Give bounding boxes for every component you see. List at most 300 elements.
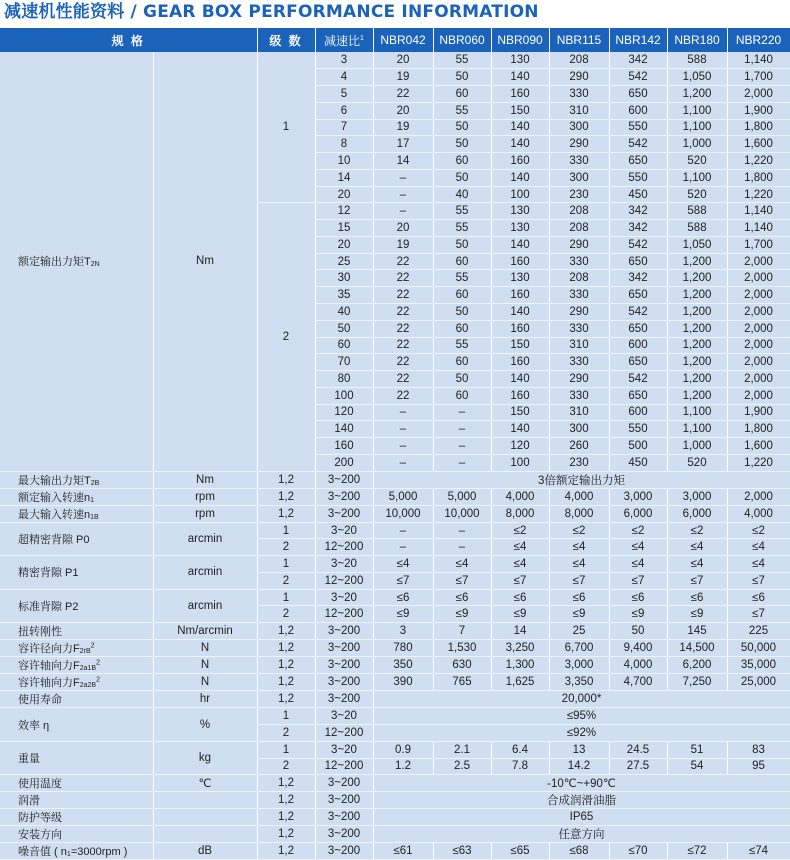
value-cell: 225	[727, 623, 790, 640]
merged-value-cell: ≤95%	[373, 708, 790, 725]
value-cell: 290	[549, 69, 609, 86]
value-cell: 208	[549, 220, 609, 237]
value-cell: 330	[549, 320, 609, 337]
stage-cell: 1,2	[257, 843, 315, 860]
value-cell: ≤4	[549, 556, 609, 573]
stage-cell: 1	[257, 708, 315, 725]
merged-value-cell: -10℃~+90℃	[373, 775, 790, 792]
ratio-cell: 100	[315, 387, 373, 404]
value-cell: 208	[549, 52, 609, 69]
stiffness-label: 扭转刚性	[0, 623, 153, 640]
unit-cell: N	[153, 674, 257, 691]
value-cell: ≤6	[549, 589, 609, 606]
value-cell: 2,000	[727, 86, 790, 103]
value-cell: ≤68	[549, 843, 609, 860]
value-cell: ≤7	[727, 572, 790, 589]
value-cell: 1,100	[667, 421, 727, 438]
efficiency-label: 效率 η	[0, 708, 153, 742]
ratio-cell: 4	[315, 69, 373, 86]
ratio-cell: 12~200	[315, 758, 373, 775]
value-cell: 1,140	[727, 220, 790, 237]
value-cell: 95	[727, 758, 790, 775]
header-model: NBR180	[667, 28, 727, 52]
value-cell: 50,000	[727, 640, 790, 657]
ratio-cell: 3~20	[315, 556, 373, 573]
value-cell: –	[433, 454, 491, 471]
value-cell: –	[373, 438, 433, 455]
temperature-label: 使用温度	[0, 775, 153, 792]
value-cell: 1,700	[727, 69, 790, 86]
torque-label: 额定输出力矩$T_{2N}$	[0, 52, 153, 471]
value-cell: 2,000	[727, 337, 790, 354]
value-cell: 140	[491, 69, 549, 86]
mounting-label: 安装方向	[0, 826, 153, 843]
value-cell: 650	[609, 86, 667, 103]
ratio-cell: 50	[315, 320, 373, 337]
stage-cell: 2	[257, 758, 315, 775]
value-cell: 1,140	[727, 52, 790, 69]
value-cell: ≤9	[491, 606, 549, 623]
value-cell: 230	[549, 186, 609, 203]
stage-cell: 1,2	[257, 792, 315, 809]
ratio-cell: 3	[315, 52, 373, 69]
value-cell: 542	[609, 371, 667, 388]
stage-cell: 1,2	[257, 488, 315, 505]
ratio-cell: 160	[315, 438, 373, 455]
value-cell: 2,000	[727, 371, 790, 388]
value-cell: ≤65	[491, 843, 549, 860]
backlash-p1-label: 精密背隙 P1	[0, 556, 153, 590]
value-cell: 1,050	[667, 69, 727, 86]
backlash-row	[0, 589, 790, 606]
value-cell: 83	[727, 741, 790, 758]
value-cell: 150	[491, 404, 549, 421]
ratio-cell: 8	[315, 136, 373, 153]
value-cell: 550	[609, 169, 667, 186]
value-cell: 22	[373, 287, 433, 304]
value-cell: 40	[433, 186, 491, 203]
value-cell: 1,200	[667, 337, 727, 354]
ratio-cell: 12~200	[315, 572, 373, 589]
value-cell: 650	[609, 320, 667, 337]
value-cell: 60	[433, 387, 491, 404]
value-cell: 1,050	[667, 236, 727, 253]
value-cell: 160	[491, 354, 549, 371]
value-cell: 3,000	[609, 488, 667, 505]
stage-cell: 2	[257, 606, 315, 623]
value-cell: 60	[433, 253, 491, 270]
value-cell: –	[373, 203, 433, 220]
value-cell: 14	[373, 153, 433, 170]
value-cell: 50	[609, 623, 667, 640]
value-cell: 1,800	[727, 169, 790, 186]
backlash-row	[0, 522, 790, 539]
value-cell: ≤4	[727, 556, 790, 573]
value-cell: 1,000	[667, 438, 727, 455]
value-cell: 140	[491, 236, 549, 253]
value-cell: 1,100	[667, 119, 727, 136]
ratio-cell: 3~200	[315, 792, 373, 809]
value-cell: ≤4	[609, 556, 667, 573]
ratio-cell: 3~20	[315, 522, 373, 539]
value-cell: 300	[549, 119, 609, 136]
ratio-cell: 3~200	[315, 674, 373, 691]
value-cell: 5,000	[433, 488, 491, 505]
ratio-cell: 3~200	[315, 657, 373, 674]
value-cell: 290	[549, 371, 609, 388]
value-cell: ≤9	[549, 606, 609, 623]
torque-unit: Nm	[153, 52, 257, 471]
rated-speed-row	[0, 488, 790, 505]
value-cell: 542	[609, 303, 667, 320]
value-cell: 1,300	[491, 657, 549, 674]
value-cell: –	[373, 522, 433, 539]
value-cell: 0.9	[373, 741, 433, 758]
stage-cell: 1,2	[257, 674, 315, 691]
value-cell: 60	[433, 320, 491, 337]
stage-cell: 1,2	[257, 657, 315, 674]
value-cell: 550	[609, 119, 667, 136]
value-cell: 780	[373, 640, 433, 657]
value-cell: 1,900	[727, 102, 790, 119]
ratio-cell: 6	[315, 102, 373, 119]
value-cell: 1,800	[727, 421, 790, 438]
value-cell: 1,200	[667, 253, 727, 270]
value-cell: ≤6	[667, 589, 727, 606]
value-cell: ≤7	[433, 572, 491, 589]
value-cell: 330	[549, 253, 609, 270]
force-row	[0, 657, 790, 674]
value-cell: 130	[491, 270, 549, 287]
value-cell: 120	[491, 438, 549, 455]
noise-label: 噪音值 ( $n_1=3000rpm$ )	[0, 843, 153, 860]
stage-cell: 1	[257, 52, 315, 203]
value-cell: 6,700	[549, 640, 609, 657]
stage-cell: 2	[257, 725, 315, 742]
value-cell: 588	[667, 52, 727, 69]
value-cell: 260	[549, 438, 609, 455]
value-cell: 50	[433, 136, 491, 153]
value-cell: 10,000	[373, 505, 433, 522]
value-cell: 24.5	[609, 741, 667, 758]
value-cell: 342	[609, 270, 667, 287]
unit-cell: kg	[153, 741, 257, 775]
value-cell: 342	[609, 203, 667, 220]
value-cell: ≤70	[609, 843, 667, 860]
stage-cell: 1,2	[257, 505, 315, 522]
value-cell: ≤2	[727, 522, 790, 539]
value-cell: 630	[433, 657, 491, 674]
value-cell: 140	[491, 169, 549, 186]
value-cell: –	[433, 404, 491, 421]
value-cell: 1,600	[727, 136, 790, 153]
value-cell: 7.8	[491, 758, 549, 775]
unit-cell: rpm	[153, 505, 257, 522]
weight-row	[0, 741, 790, 758]
value-cell: 765	[433, 674, 491, 691]
unit-cell: arcmin	[153, 589, 257, 623]
value-cell: 160	[491, 253, 549, 270]
value-cell: 5,000	[373, 488, 433, 505]
value-cell: 4,000	[609, 657, 667, 674]
value-cell: 140	[491, 303, 549, 320]
value-cell: 1,100	[667, 404, 727, 421]
ratio-cell: 35	[315, 287, 373, 304]
value-cell: 542	[609, 69, 667, 86]
value-cell: ≤4	[667, 539, 727, 556]
value-cell: 22	[373, 387, 433, 404]
value-cell: 55	[433, 220, 491, 237]
value-cell: 6,200	[667, 657, 727, 674]
header-model: NBR042	[373, 28, 433, 52]
value-cell: 1,140	[727, 203, 790, 220]
value-cell: 1,220	[727, 153, 790, 170]
value-cell: 50	[433, 69, 491, 86]
value-cell: ≤2	[491, 522, 549, 539]
torque-row	[0, 52, 790, 69]
value-cell: 60	[433, 153, 491, 170]
value-cell: 4,000	[727, 505, 790, 522]
value-cell: 650	[609, 354, 667, 371]
value-cell: ≤7	[373, 572, 433, 589]
value-cell: 22	[373, 371, 433, 388]
value-cell: 3,000	[549, 657, 609, 674]
value-cell: 330	[549, 287, 609, 304]
merged-value-cell: IP65	[373, 809, 790, 826]
value-cell: 27.5	[609, 758, 667, 775]
value-cell: 130	[491, 220, 549, 237]
value-cell: 550	[609, 421, 667, 438]
ratio-cell: 15	[315, 220, 373, 237]
value-cell: 22	[373, 337, 433, 354]
value-cell: 22	[373, 253, 433, 270]
header-model: NBR142	[609, 28, 667, 52]
ratio-cell: 12	[315, 203, 373, 220]
value-cell: 9,400	[609, 640, 667, 657]
ratio-cell: 3~200	[315, 826, 373, 843]
value-cell: 160	[491, 387, 549, 404]
value-cell: 1,200	[667, 270, 727, 287]
value-cell: –	[373, 421, 433, 438]
value-cell: 150	[491, 337, 549, 354]
value-cell: 54	[667, 758, 727, 775]
merged-value-cell: 合成润滑油脂	[373, 792, 790, 809]
value-cell: –	[373, 169, 433, 186]
value-cell: 1,200	[667, 371, 727, 388]
ratio-cell: 25	[315, 253, 373, 270]
unit-cell: arcmin	[153, 522, 257, 556]
value-cell: 60	[433, 287, 491, 304]
value-cell: 20	[373, 220, 433, 237]
value-cell: 542	[609, 136, 667, 153]
value-cell: ≤72	[667, 843, 727, 860]
ratio-cell: 3~20	[315, 741, 373, 758]
value-cell: 542	[609, 236, 667, 253]
value-cell: 13	[549, 741, 609, 758]
ratio-cell: 60	[315, 337, 373, 354]
value-cell: 2,000	[727, 303, 790, 320]
value-cell: –	[433, 438, 491, 455]
header-stages: 级 数	[257, 28, 315, 52]
value-cell: 2,000	[727, 488, 790, 505]
protection-row	[0, 809, 790, 826]
value-cell: 520	[667, 454, 727, 471]
ratio-cell: 200	[315, 454, 373, 471]
value-cell: 500	[609, 438, 667, 455]
value-cell: 22	[373, 320, 433, 337]
value-cell: –	[373, 404, 433, 421]
value-cell: 3,000	[667, 488, 727, 505]
ratio-cell: 140	[315, 421, 373, 438]
value-cell: 7,250	[667, 674, 727, 691]
value-cell: 330	[549, 153, 609, 170]
value-cell: 25,000	[727, 674, 790, 691]
ratio-cell: 20	[315, 186, 373, 203]
unit-cell: Nm/arcmin	[153, 623, 257, 640]
value-cell: 8,000	[491, 505, 549, 522]
service-life-row	[0, 691, 790, 708]
value-cell: ≤4	[491, 556, 549, 573]
max-torque-row	[0, 471, 790, 488]
value-cell: 1,200	[667, 287, 727, 304]
value-cell: ≤9	[609, 606, 667, 623]
unit-cell: rpm	[153, 488, 257, 505]
value-cell: 588	[667, 220, 727, 237]
value-cell: 145	[667, 623, 727, 640]
merged-value-cell: 3倍额定输出力矩	[373, 471, 790, 488]
max-speed-row	[0, 505, 790, 522]
value-cell: 19	[373, 69, 433, 86]
value-cell: 20	[373, 102, 433, 119]
value-cell: 4,000	[549, 488, 609, 505]
value-cell: 140	[491, 119, 549, 136]
value-cell: 650	[609, 253, 667, 270]
stage-cell: 1,2	[257, 775, 315, 792]
ratio-cell: 3~20	[315, 708, 373, 725]
value-cell: 17	[373, 136, 433, 153]
value-cell: –	[433, 539, 491, 556]
value-cell: ≤9	[433, 606, 491, 623]
value-cell: ≤2	[609, 522, 667, 539]
value-cell: 6,000	[667, 505, 727, 522]
mounting-row	[0, 826, 790, 843]
value-cell: 160	[491, 320, 549, 337]
value-cell: ≤4	[433, 556, 491, 573]
value-cell: 140	[491, 136, 549, 153]
ratio-cell: 3~200	[315, 505, 373, 522]
merged-value-cell: 任意方向	[373, 826, 790, 843]
value-cell: 6,000	[609, 505, 667, 522]
value-cell: 22	[373, 303, 433, 320]
ratio-cell: 3~20	[315, 589, 373, 606]
value-cell: ≤7	[609, 572, 667, 589]
value-cell: 60	[433, 354, 491, 371]
ratio-cell: 70	[315, 354, 373, 371]
unit-cell: N	[153, 640, 257, 657]
unit-cell: Nm	[153, 471, 257, 488]
value-cell: 230	[549, 454, 609, 471]
value-cell: –	[373, 539, 433, 556]
value-cell: ≤7	[667, 572, 727, 589]
stage-cell: 2	[257, 539, 315, 556]
value-cell: 6.4	[491, 741, 549, 758]
lubrication-row	[0, 792, 790, 809]
ratio-cell: 3~200	[315, 623, 373, 640]
ratio-cell: 20	[315, 236, 373, 253]
value-cell: 4,700	[609, 674, 667, 691]
value-cell: ≤4	[727, 539, 790, 556]
temperature-row	[0, 775, 790, 792]
value-cell: 208	[549, 203, 609, 220]
value-cell: 150	[491, 102, 549, 119]
value-cell: 330	[549, 387, 609, 404]
ratio-cell: 5	[315, 86, 373, 103]
value-cell: 1,600	[727, 438, 790, 455]
value-cell: 1.2	[373, 758, 433, 775]
value-cell: ≤4	[667, 556, 727, 573]
merged-value-cell: 20,000*	[373, 691, 790, 708]
service-life-label: 使用寿命	[0, 691, 153, 708]
value-cell: 1,200	[667, 86, 727, 103]
value-cell: 55	[433, 270, 491, 287]
value-cell: 35,000	[727, 657, 790, 674]
value-cell: 25	[549, 623, 609, 640]
value-cell: 160	[491, 153, 549, 170]
ratio-cell: 3~200	[315, 471, 373, 488]
value-cell: 310	[549, 337, 609, 354]
value-cell: 1,200	[667, 387, 727, 404]
ratio-cell: 3~200	[315, 691, 373, 708]
value-cell: 19	[373, 236, 433, 253]
value-cell: 55	[433, 102, 491, 119]
value-cell: 1,000	[667, 136, 727, 153]
value-cell: 330	[549, 354, 609, 371]
value-cell: 650	[609, 387, 667, 404]
value-cell: 50	[433, 119, 491, 136]
weight-label: 重量	[0, 741, 153, 775]
value-cell: 140	[491, 371, 549, 388]
radial-force-label: 容许径向力$F_{2rB}^2$	[0, 640, 153, 657]
value-cell: 310	[549, 102, 609, 119]
protection-label: 防护等级	[0, 809, 153, 826]
performance-table	[0, 28, 790, 860]
value-cell: ≤4	[609, 539, 667, 556]
value-cell: 290	[549, 236, 609, 253]
value-cell: 1,625	[491, 674, 549, 691]
value-cell: 14,500	[667, 640, 727, 657]
value-cell: 55	[433, 337, 491, 354]
efficiency-row	[0, 708, 790, 725]
stage-cell: 1	[257, 589, 315, 606]
value-cell: 160	[491, 86, 549, 103]
value-cell: ≤74	[727, 843, 790, 860]
axial-force2-label: 容许轴向力$F_{2a2B}^2$	[0, 674, 153, 691]
value-cell: ≤2	[549, 522, 609, 539]
stage-cell: 2	[257, 203, 315, 471]
value-cell: 130	[491, 52, 549, 69]
value-cell: 650	[609, 287, 667, 304]
value-cell: 1,100	[667, 102, 727, 119]
value-cell: ≤6	[609, 589, 667, 606]
value-cell: 300	[549, 421, 609, 438]
unit-cell	[153, 809, 257, 826]
value-cell: 1,200	[667, 303, 727, 320]
unit-cell: dB	[153, 843, 257, 860]
value-cell: 650	[609, 153, 667, 170]
stage-cell: 2	[257, 572, 315, 589]
header-ratio: 减速比$^1$	[315, 28, 373, 52]
value-cell: 8,000	[549, 505, 609, 522]
